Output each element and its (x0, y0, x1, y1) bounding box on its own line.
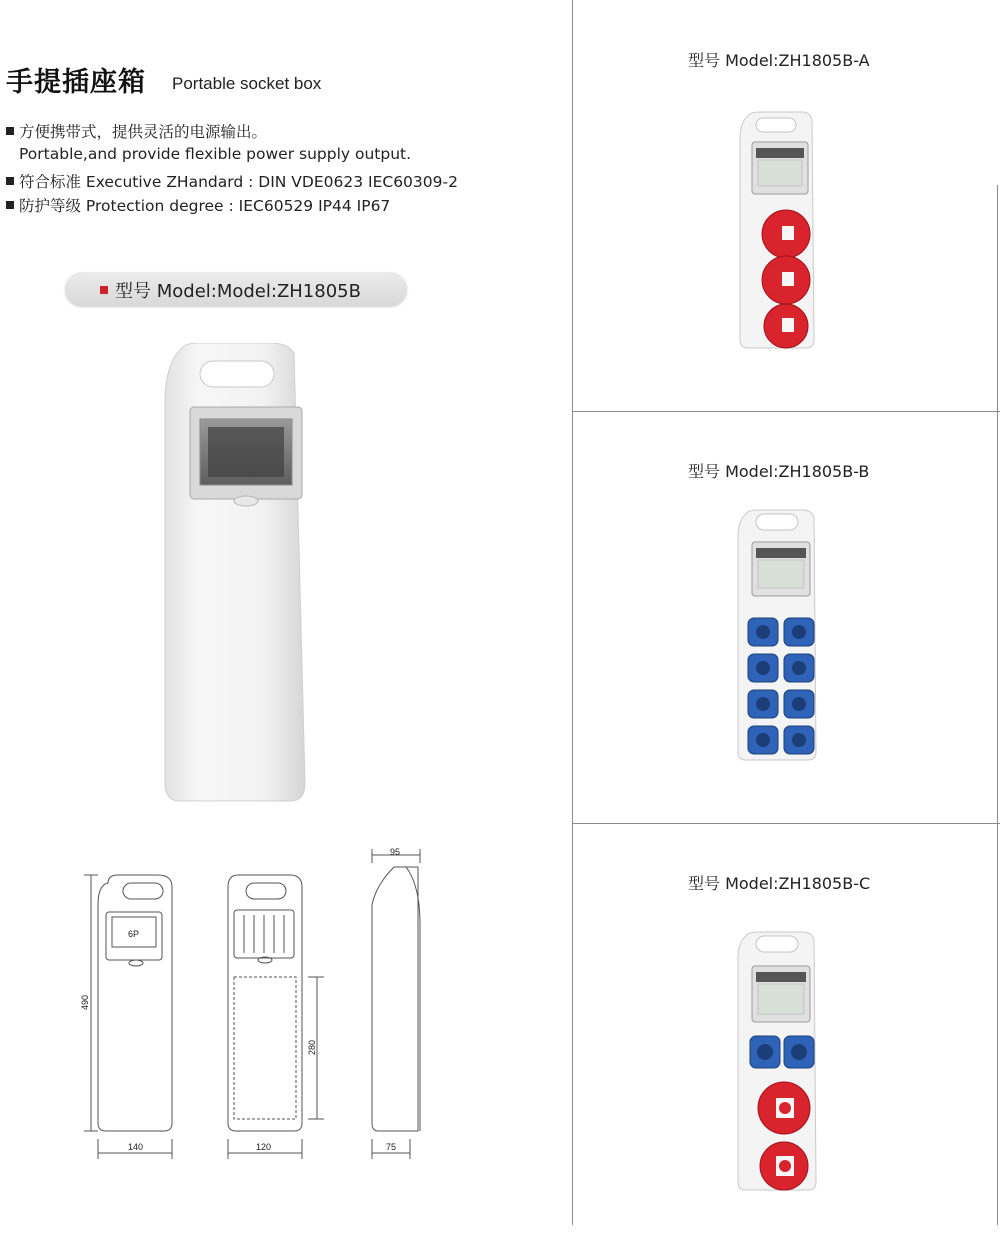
dim-back-width: 120 (256, 1142, 272, 1152)
variant-b-title: 型号 Model:ZH1805B-B (688, 462, 870, 481)
feature-item: 方便携带式，提供灵活的电源输出。 (6, 120, 267, 142)
technical-drawings (76, 845, 436, 1165)
red-square-icon (100, 286, 108, 294)
page-subtitle: Portable socket box (172, 74, 322, 93)
variant-a-title: 型号 Model:ZH1805B-A (688, 51, 870, 70)
bullet-icon (6, 201, 14, 209)
variant-c-title: 型号 Model:ZH1805B-C (688, 874, 871, 893)
model-pill (65, 272, 407, 306)
dim-inner-height: 280 (307, 1039, 317, 1055)
dim-height: 490 (80, 994, 90, 1010)
feature-item: Portable,and provide flexible power supply output. (19, 145, 412, 163)
bullet-icon (6, 177, 14, 185)
dim-depth-bottom: 75 (386, 1142, 397, 1152)
variant-a-photo (738, 110, 816, 352)
vertical-divider (572, 0, 573, 1225)
page-title: 手提插座箱 (6, 67, 146, 98)
product-photo (160, 343, 310, 805)
bullet-icon (6, 127, 14, 135)
front-outline (98, 875, 172, 1131)
dim-front-width: 140 (128, 1142, 144, 1152)
variant-c-photo (736, 930, 818, 1194)
model-label: 型号 Model:Model:ZH1805B (115, 281, 361, 302)
variant-b-photo (736, 508, 820, 764)
horizontal-divider (572, 823, 1000, 824)
feature-item: 防护等级 Protection degree : IEC60529 IP44 IP67 (6, 194, 390, 216)
front-slot-label: 6P (128, 929, 140, 939)
feature-item: 符合标准 Executive ZHandard : DIN VDE0623 IEC60309-2 (6, 170, 458, 192)
horizontal-divider (572, 411, 1000, 412)
dim-depth-top: 95 (390, 847, 401, 857)
right-border (997, 185, 998, 1225)
